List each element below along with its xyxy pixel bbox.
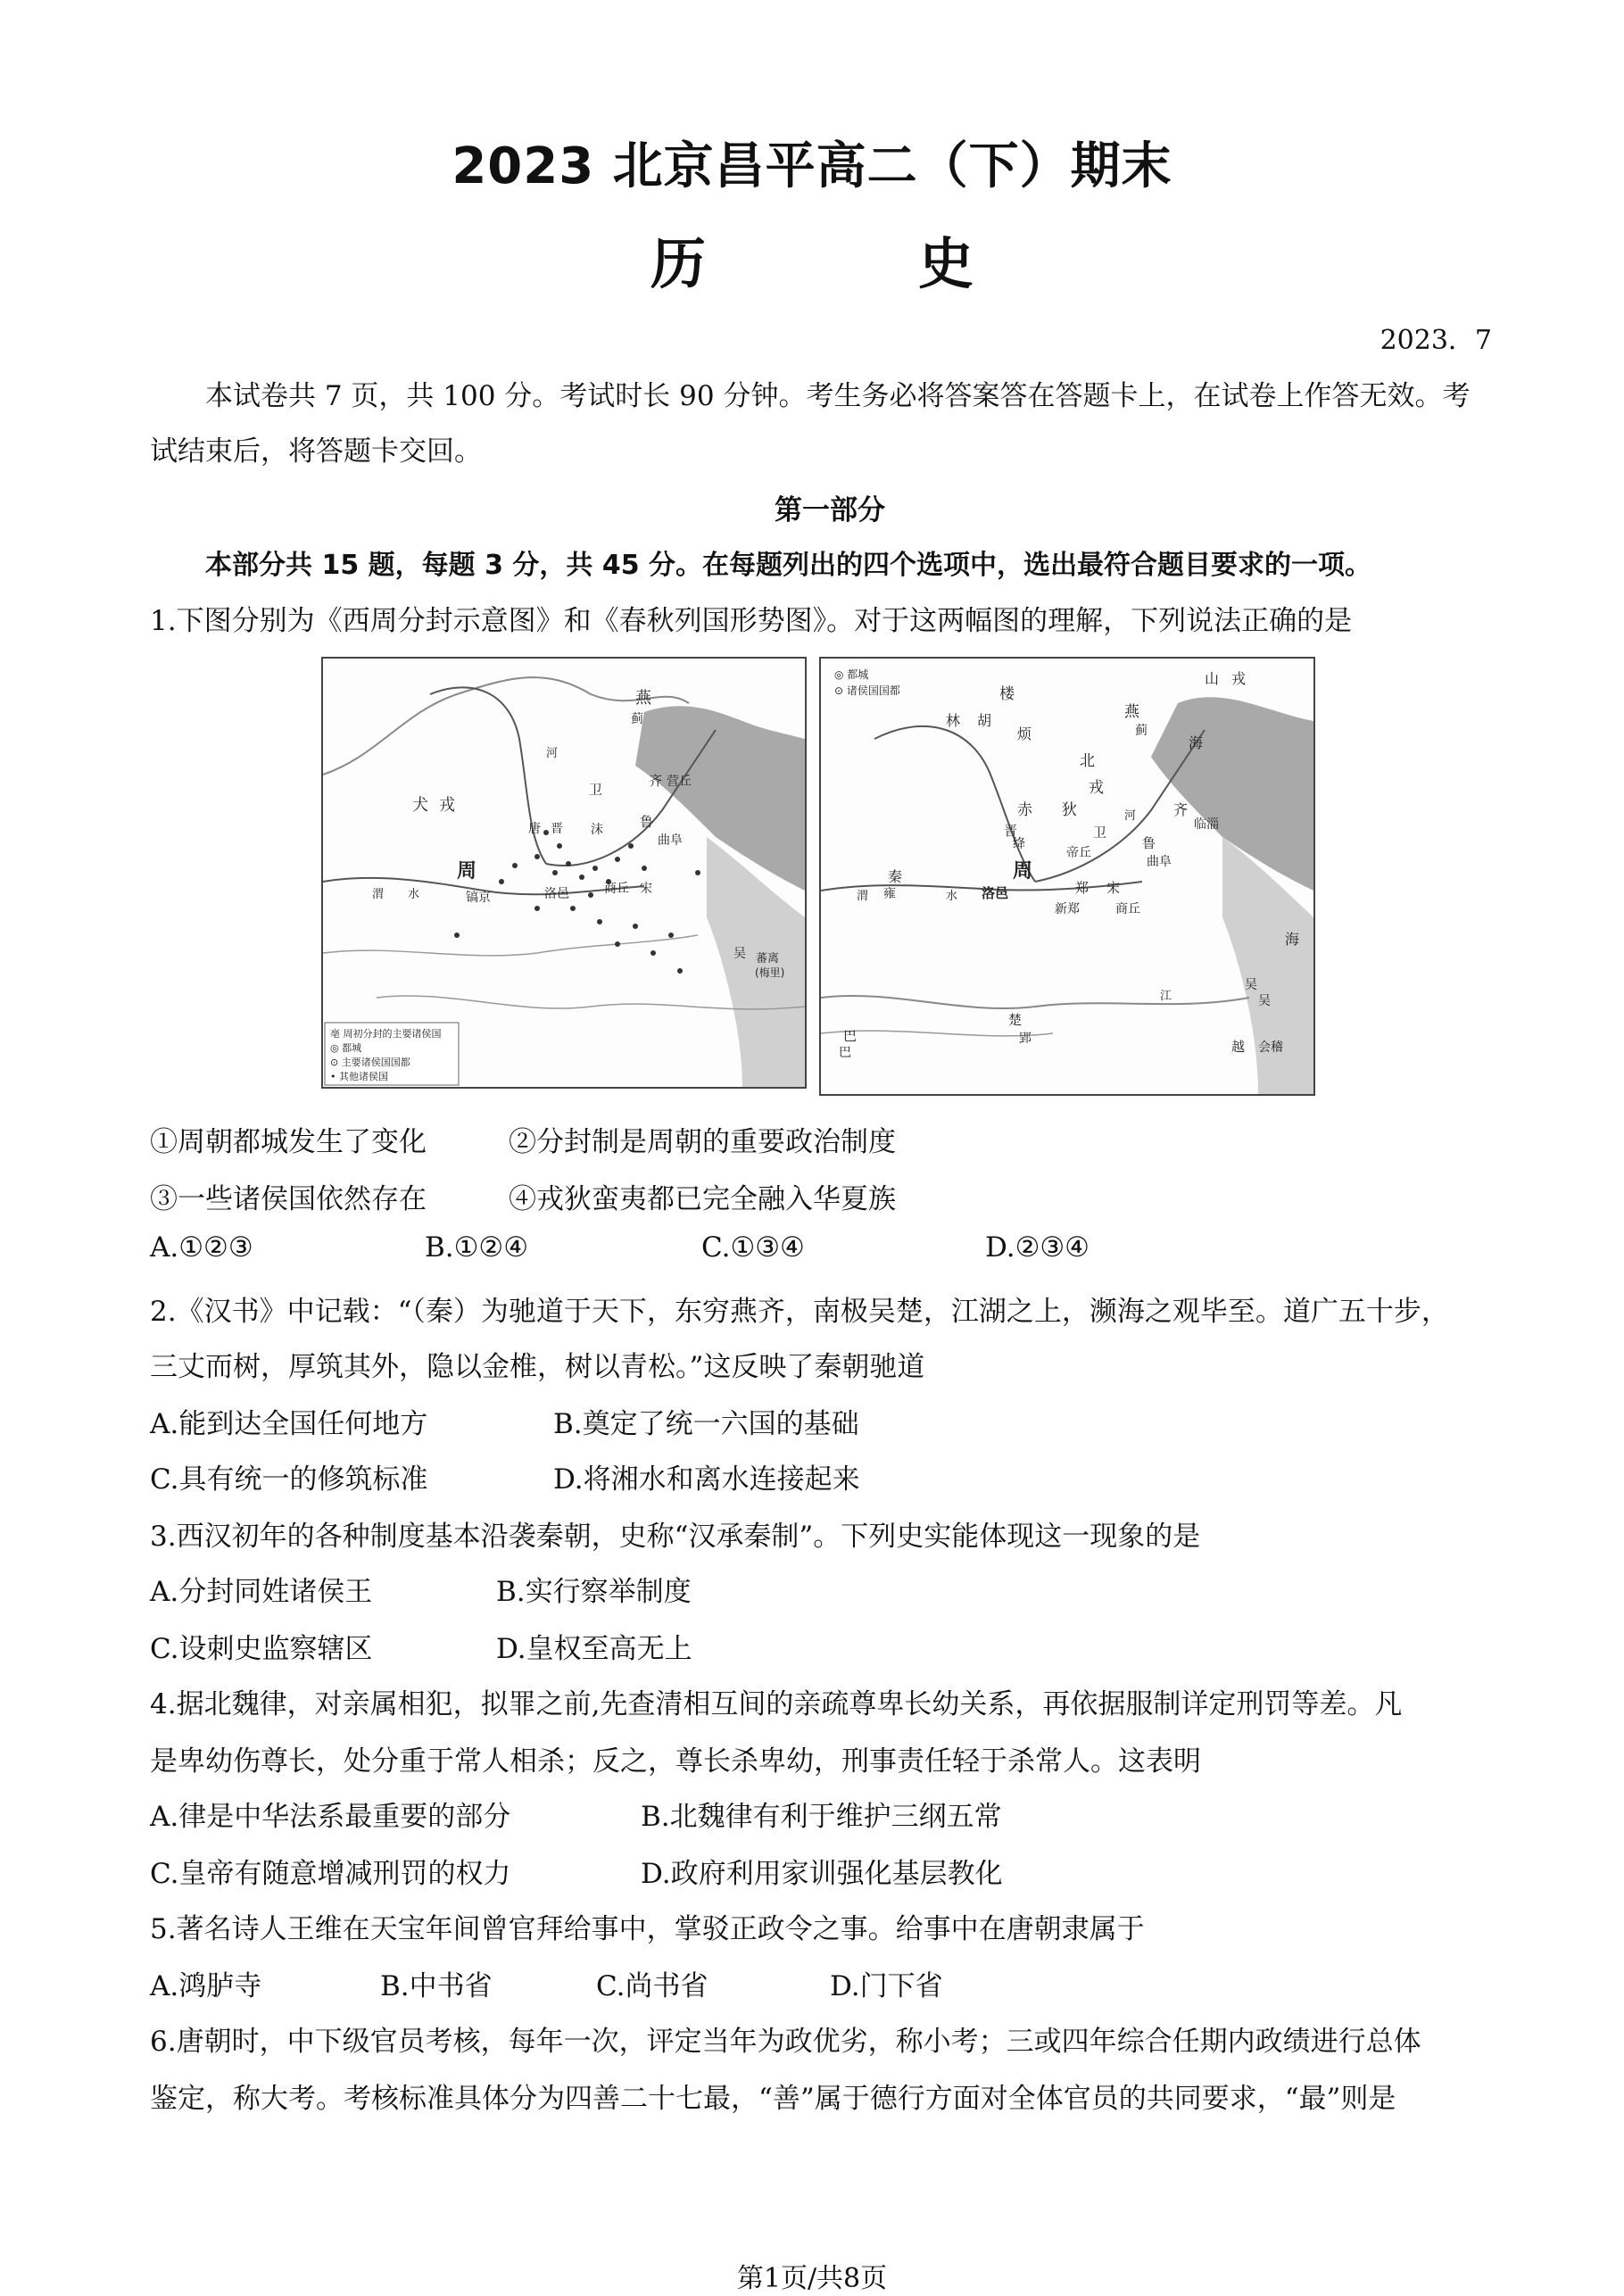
map2-label: 狄 xyxy=(1062,801,1077,819)
map2-label: 渭 xyxy=(857,890,869,903)
map2-label: 燕 xyxy=(1124,703,1139,721)
map2-label: 海 xyxy=(1285,931,1300,948)
map1-label: 河 xyxy=(546,747,559,760)
part-title: 第一部分 xyxy=(775,494,885,526)
map2-label: 胡 xyxy=(977,712,992,729)
map1-label: 营丘 xyxy=(667,775,692,789)
map2-label: 吴 xyxy=(1245,978,1257,992)
map2-label: 戎 xyxy=(1231,670,1247,687)
map1-legend-item: 亳 周初分封的主要诸侯国 xyxy=(330,1028,442,1040)
q5-option-d: D.门下省 xyxy=(830,1970,943,2002)
map2-label: 北 xyxy=(1080,752,1095,770)
q2-option-a: A.能到达全国任何地方 xyxy=(150,1408,428,1440)
q2-stem-line-2: 三丈而树，厚筑其外，隐以金椎，树以青松。”这反映了秦朝驰道 xyxy=(150,1351,925,1383)
map1-label: 卫 xyxy=(589,782,603,798)
q3-option-b: B.实行察举制度 xyxy=(496,1576,692,1608)
map2-label: 烦 xyxy=(1017,725,1032,742)
map2-label: 河 xyxy=(1124,809,1137,823)
q4-option-d: D.政府利用家训强化基层教化 xyxy=(641,1858,1003,1890)
map2-label: 蓟 xyxy=(1135,724,1148,738)
map1-label: 吴 xyxy=(733,947,746,961)
map2-label: 楚 xyxy=(1008,1012,1023,1028)
map2-label: 曲阜 xyxy=(1147,855,1172,869)
q3-stem: 3.西汉初年的各种制度基本沿袭秦朝，史称“汉承秦制”。下列史实能体现这一现象的是 xyxy=(150,1521,1201,1553)
map2-label: 齐 xyxy=(1173,801,1189,818)
map1-legend-item: • 其他诸侯国 xyxy=(330,1071,388,1082)
map2-label: 楼 xyxy=(999,685,1015,703)
map2-label: 郑 xyxy=(1075,880,1090,896)
map2-label: 巴 xyxy=(843,1028,858,1044)
page-number: 第1页/共8页 xyxy=(736,2263,888,2294)
map1-label: 曲阜 xyxy=(658,833,683,848)
map2-label: 巴 xyxy=(839,1046,851,1060)
map1-label: 宋 xyxy=(640,882,652,896)
map1-label: 齐 xyxy=(649,773,663,789)
map1-legend-item: ◎ 都城 xyxy=(330,1042,362,1054)
map2-label: 晋 xyxy=(1004,823,1018,839)
map2-legend-item: ⊙ 诸侯国国都 xyxy=(834,684,900,697)
western-zhou-map xyxy=(321,657,807,1089)
map1-label: 蓟 xyxy=(631,712,643,726)
map2-label: 山 xyxy=(1205,670,1220,687)
map2-label: 郢 xyxy=(1019,1032,1032,1046)
q3-option-d: D.皇权至高无上 xyxy=(496,1633,692,1665)
map2-label: 会稽 xyxy=(1258,1040,1283,1055)
q2-stem-line-1: 2.《汉书》中记载：“（秦）为驰道于天下，东穷燕齐，南极吴楚，江湖之上，濒海之观毕至。道广五十步， xyxy=(150,1296,1449,1328)
map1-label: 唐 xyxy=(528,822,541,836)
q2-option-b: B.奠定了统一六国的基础 xyxy=(553,1408,859,1440)
q1-option-d: D.②③④ xyxy=(985,1231,1090,1264)
q3-option-c: C.设刺史监察辖区 xyxy=(150,1633,373,1665)
intro-line-1: 本试卷共 7 页，共 100 分。考试时长 90 分钟。考生务必将答案答在答题卡上，在试卷上作答无效。考 xyxy=(205,380,1471,412)
map1-label: 周 xyxy=(457,860,477,883)
q5-stem: 5.著名诗人王维在天宝年间曾官拜给事中，掌驳正政令之事。给事中在唐朝隶属于 xyxy=(150,1913,1145,1945)
map2-label: 卫 xyxy=(1093,825,1107,841)
subject-title: 历 史 xyxy=(650,231,1052,296)
q4-option-c: C.皇帝有随意增减刑罚的权力 xyxy=(150,1858,511,1890)
map1-label: 渭 xyxy=(372,888,385,901)
map2-label: 雍 xyxy=(883,887,896,901)
q1-statement-1: ①周朝都城发生了变化 xyxy=(150,1126,427,1158)
map2-label: 周 xyxy=(1013,860,1033,883)
q1-option-a: A.①②③ xyxy=(150,1231,253,1264)
map1-label: (梅里) xyxy=(755,966,785,979)
q4-stem-line-1: 4.据北魏律，对亲属相犯，拟罪之前,先查清相互间的亲疏尊卑长幼关系，再依据服制详定刑罚等差。凡 xyxy=(150,1688,1403,1720)
q2-option-c: C.具有统一的修筑标准 xyxy=(150,1463,428,1496)
map2-label: 林 xyxy=(946,712,961,729)
q5-option-b: B.中书省 xyxy=(380,1970,493,2002)
q1-statement-2: ②分封制是周朝的重要政治制度 xyxy=(509,1126,896,1158)
map2-label: 宋 xyxy=(1106,880,1121,896)
map2-label: 海 xyxy=(1189,734,1204,751)
q4-option-a: A.律是中华法系最重要的部分 xyxy=(150,1801,511,1833)
q5-option-a: A.鸿胪寺 xyxy=(150,1970,262,2002)
q1-option-c: C.①③④ xyxy=(701,1231,805,1264)
map1-label: 燕 xyxy=(635,689,651,708)
map1-label: 沬 xyxy=(591,823,603,837)
map2-label: 鲁 xyxy=(1142,835,1156,851)
map1-label: 戎 xyxy=(439,796,455,815)
map2-label: 吴 xyxy=(1258,994,1271,1008)
map1-label: 蕃离 xyxy=(756,952,780,966)
map1-label: 晋 xyxy=(551,822,563,836)
map1-label: 镐京 xyxy=(466,891,491,905)
spring-autumn-map xyxy=(819,657,1315,1096)
part-instruction: 本部分共 15 题，每题 3 分，共 45 分。在每题列出的四个选项中，选出最符合题目要求的一项。 xyxy=(205,550,1372,581)
q5-option-c: C.尚书省 xyxy=(596,1970,708,2002)
map1-legend-item: ⊙ 主要诸侯国国都 xyxy=(330,1057,410,1068)
map2-label: 水 xyxy=(946,890,958,903)
map2-label: 江 xyxy=(1160,990,1172,1003)
map2-legend-item: ◎ 都城 xyxy=(834,668,869,681)
q4-stem-line-2: 是卑幼伤尊长，处分重于常人相杀；反之，尊长杀卑幼，刑事责任轻于杀常人。这表明 xyxy=(150,1745,1201,1778)
map2-label: 戎 xyxy=(1089,779,1104,797)
map2-label: 绛 xyxy=(1013,837,1025,851)
map2-label: 商丘 xyxy=(1115,902,1140,916)
q2-option-d: D.将湘水和离水连接起来 xyxy=(553,1463,860,1496)
intro-line-2: 试结束后，将答题卡交回。 xyxy=(150,435,482,468)
q6-stem-line-1: 6.唐朝时，中下级官员考核，每年一次，评定当年为政优劣，称小考；三或四年综合任期内政绩进行总体 xyxy=(150,2026,1421,2058)
map1-label: 犬 xyxy=(412,796,428,815)
q1-statement-4: ④戎狄蛮夷都已完全融入华夏族 xyxy=(509,1183,896,1215)
map1-label: 商丘 xyxy=(604,882,629,896)
map1-label: 洛邑 xyxy=(544,887,569,901)
map2-label: 新郑 xyxy=(1055,902,1080,916)
q1-statement-3: ③一些诸侯国依然存在 xyxy=(150,1183,427,1215)
map2-label: 秦 xyxy=(888,868,903,885)
map2-label: 洛邑 xyxy=(982,885,1009,901)
map2-label: 帝丘 xyxy=(1066,846,1091,860)
q4-option-b: B.北魏律有利于维护三纲五常 xyxy=(641,1801,1002,1833)
q6-stem-line-2: 鉴定，称大考。考核标准具体分为四善二十七最，“善”属于德行方面对全体官员的共同要求，“最”则是 xyxy=(150,2083,1396,2115)
map1-label: 水 xyxy=(408,888,420,901)
exam-title: 2023 北京昌平高二（下）期末 xyxy=(452,137,1172,195)
q3-option-a: A.分封同姓诸侯王 xyxy=(150,1576,373,1608)
map2-label: 临淄 xyxy=(1194,817,1219,832)
map2-label: 赤 xyxy=(1017,801,1032,819)
exam-date: 2023．7 xyxy=(1380,325,1492,356)
q1-stem: 1.下图分别为《西周分封示意图》和《春秋列国形势图》。对于这两幅图的理解，下列说法正确的是 xyxy=(150,605,1353,637)
map1-label: 鲁 xyxy=(640,814,654,830)
q1-option-b: B.①②④ xyxy=(425,1231,529,1264)
map2-label: 越 xyxy=(1231,1039,1246,1055)
